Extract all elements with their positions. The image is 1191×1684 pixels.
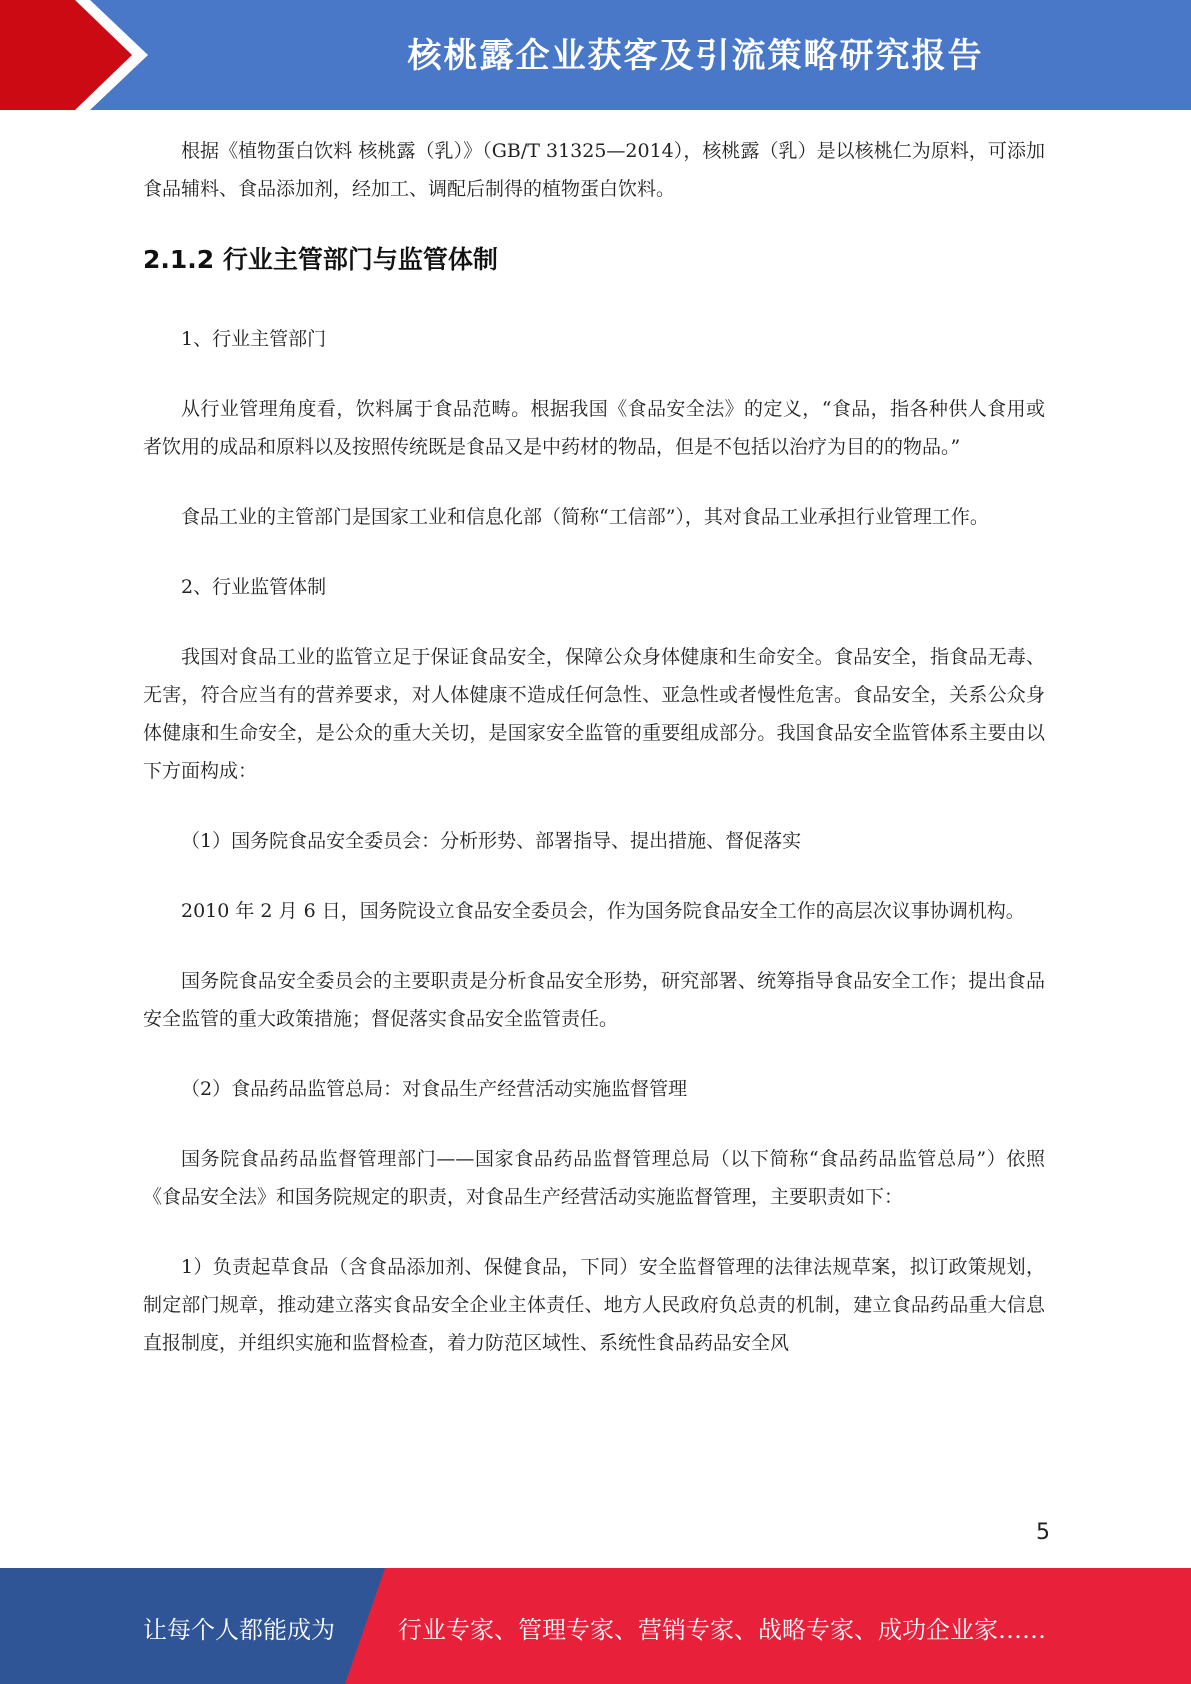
paragraph-2: 食品工业的主管部门是国家工业和信息化部（简称“工信部”），其对食品工业承担行业管理工作。 — [181, 506, 989, 528]
sub-item-2-title: （2）食品药品监管总局：对食品生产经营活动实施监督管理 — [181, 1078, 688, 1100]
item-1-title: 1、行业主管部门 — [181, 328, 327, 350]
sub-item-1-title: （1）国务院食品安全委员会：分析形势、部署指导、提出措施、督促落实 — [181, 830, 802, 852]
footer-slogan-right: 行业专家、管理专家、营销专家、战略专家、成功企业家…… — [398, 1616, 1046, 1644]
document-body — [143, 132, 1045, 1382]
footer-slogan-left: 让每个人都能成为 — [143, 1616, 335, 1644]
paragraph-7: 1）负责起草食品（含食品添加剂、保健食品，下同）安全监督管理的法律法规草案，拟订政策规划，制定部门规章，推动建立落实食品安全企业主体责任、地方人民政府负总责的机制，建立食品药品重大信息直报制度，并组织实施和监督检查，着力防范区域性、系统性食品药品安全风 — [143, 1256, 1045, 1354]
item-2-title: 2、行业监管体制 — [181, 576, 327, 598]
page-header — [0, 0, 1191, 110]
paragraph-1: 从行业管理角度看，饮料属于食品范畴。根据我国《食品安全法》的定义，“食品，指各种供人食用或者饮用的成品和原料以及按照传统既是食品又是中药材的物品，但是不包括以治疗为目的的物品。” — [143, 398, 1045, 458]
report-title: 核桃露企业获客及引流策略研究报告 — [407, 36, 984, 76]
section-heading: 2.1.2 行业主管部门与监管体制 — [143, 245, 498, 274]
paragraph-3: 我国对食品工业的监管立足于保证食品安全，保障公众身体健康和生命安全。食品安全，指食品无毒、无害，符合应当有的营养要求，对人体健康不造成任何急性、亚急性或者慢性危害。食品安全，关系公众身体健康和生命安全，是公众的重大关切，是国家安全监管的重要组成部分。我国食品安全监管体系主要由以下方面构成： — [143, 646, 1045, 782]
paragraph-6: 国务院食品药品监督管理部门——国家食品药品监督管理总局（以下简称“食品药品监管总局”）依照《食品安全法》和国务院规定的职责，对食品生产经营活动实施监督管理，主要职责如下： — [143, 1148, 1045, 1208]
paragraph-4: 2010 年 2 月 6 日，国务院设立食品安全委员会，作为国务院食品安全工作的高层次议事协调机构。 — [181, 900, 1025, 922]
page-footer — [0, 1568, 1191, 1684]
intro-paragraph: 根据《植物蛋白饮料 核桃露（乳）》（GB/T 31325—2014），核桃露（乳）是以核桃仁为原料，可添加食品辅料、食品添加剂，经加工、调配后制得的植物蛋白饮料。 — [143, 140, 1045, 200]
page-number: 5 — [1036, 1520, 1050, 1545]
paragraph-5: 国务院食品安全委员会的主要职责是分析食品安全形势，研究部署、统筹指导食品安全工作；提出食品安全监管的重大政策措施；督促落实食品安全监管责任。 — [143, 970, 1045, 1030]
header-arrow-decoration — [0, 0, 160, 110]
